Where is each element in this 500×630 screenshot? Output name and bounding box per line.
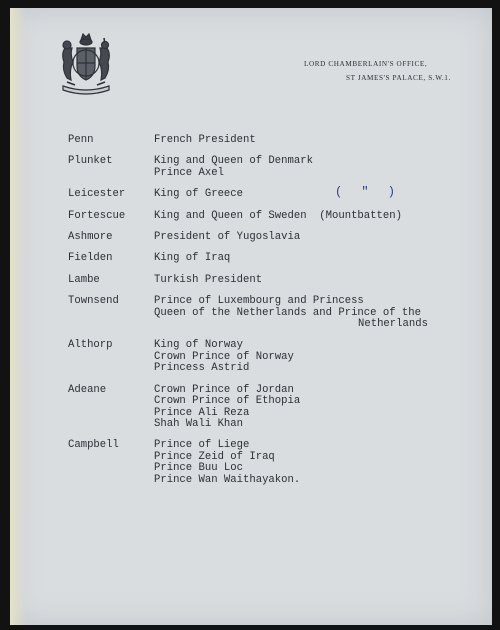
attendant-name: Plunket [68, 155, 113, 168]
guest-entry: Princess Astrid [154, 362, 250, 375]
handwritten-ditto-note: ( " ) [335, 185, 402, 199]
assignment-row [68, 135, 428, 146]
guest-entry: Crown Prince of Ethopia [154, 395, 301, 408]
assignment-row [68, 211, 428, 222]
office-name: LORD CHAMBERLAIN'S OFFICE, [304, 60, 428, 68]
guest-list [154, 296, 428, 330]
assignment-row [68, 440, 428, 486]
guest-list [154, 189, 243, 200]
attendant-name: Ashmore [68, 231, 113, 244]
guest-list [154, 135, 256, 146]
attendant-name: Althorp [68, 339, 113, 352]
attendant-name: Penn [68, 134, 94, 146]
guest-list [154, 253, 230, 264]
guest-list [154, 385, 300, 431]
guest-list [154, 340, 294, 374]
assignment-row [68, 296, 428, 330]
assignment-row [68, 253, 428, 264]
assignment-row [68, 232, 428, 243]
attendant-name: Fortescue [68, 209, 126, 222]
attendant-name: Campbell [68, 439, 119, 452]
letterhead-address [304, 58, 451, 85]
guest-entry: Prince Buu Loc [154, 462, 244, 475]
attendant-name: Townsend [68, 295, 119, 308]
guest-entry: King of Norway [154, 339, 244, 352]
guest-entry: King and Queen of Sweden (Mountbatten) [154, 209, 402, 222]
guest-entry: King of Iraq [154, 252, 231, 265]
guest-list [154, 156, 313, 179]
assignment-row [68, 340, 428, 374]
guest-list [154, 275, 262, 286]
guest-entry: Prince Zeid of Iraq [154, 450, 275, 463]
guest-entry: President of Yugoslavia [154, 231, 301, 244]
attendant-name: Leicester [68, 188, 126, 201]
guest-entry: Turkish President [154, 273, 263, 286]
assignment-row [68, 385, 428, 431]
royal-coat-of-arms-icon [55, 30, 117, 98]
guest-entry: Netherlands [358, 318, 428, 331]
guest-entry: Prince of Liege [154, 439, 250, 452]
guest-entry: Prince Axel [154, 166, 224, 179]
assignment-row [68, 156, 428, 179]
guest-entry: Prince Wan Waithayakon. [154, 473, 301, 486]
guest-entry: Shah Wali Khan [154, 417, 244, 430]
attendant-name: Fielden [68, 252, 113, 265]
guest-entry: Crown Prince of Norway [154, 350, 294, 363]
paper-edge [10, 8, 26, 625]
guest-entry: French President [154, 134, 256, 146]
guest-list [154, 211, 402, 222]
attendant-name: Lambe [68, 273, 100, 286]
guest-entry: Queen of the Netherlands and Prince of the [154, 306, 422, 319]
attendant-name: Adeane [68, 383, 107, 396]
guest-entry: Prince Ali Reza [154, 406, 250, 419]
guest-list [154, 440, 300, 486]
guest-entry: Prince of Luxembourg and Princess [154, 295, 364, 308]
assignment-row [68, 275, 428, 286]
office-address: ST JAMES'S PALACE, S.W.1. [346, 73, 451, 82]
guest-entry: Crown Prince of Jordan [154, 383, 294, 396]
assignment-list [68, 135, 428, 496]
guest-entry: King and Queen of Denmark [154, 155, 313, 168]
guest-entry: King of Greece [154, 188, 244, 201]
assignment-row [68, 189, 428, 200]
guest-list [154, 232, 300, 243]
